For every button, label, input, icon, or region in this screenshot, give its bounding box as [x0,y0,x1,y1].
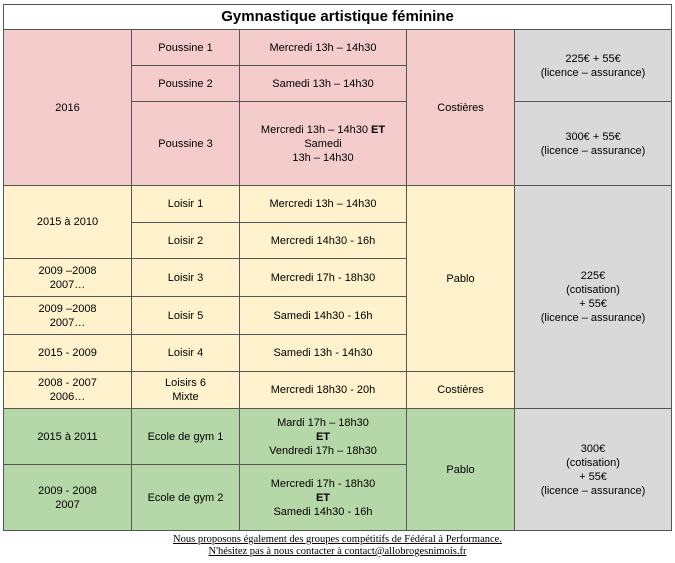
footer-note [0,534,675,558]
time-cell: Mercredi 14h30 - 16h [240,223,407,259]
group-cell: Loisir 2 [132,223,240,259]
et-text: ET [371,123,386,136]
time-cell: Mercredi 17h - 18h30 ET Samedi 14h30 - 16h [240,465,407,531]
price-amount: 300€ + 55€ [565,130,621,143]
time-text: Samedi [304,137,342,150]
year-cell: 2009 –2008 2007… [4,297,132,335]
year-cell: 2015 - 2009 [4,335,132,372]
year-cell: 2009 –2008 2007… [4,259,132,297]
price-note: (licence – assurance) [540,312,646,324]
price-amount: + 55€ [579,470,607,483]
price-cell [515,102,672,186]
time-cell: Mardi 17h – 18h30 ET Vendredi 17h – 18h30 [240,409,407,465]
time-text: Mercredi 13h – 14h30 [260,123,368,136]
place-cell: Pablo [407,186,515,372]
year-cell: 2009 - 2008 2007 [4,465,132,531]
price-note: (cotisation) [566,284,620,296]
place-cell: Costières [407,30,515,186]
group-cell: Ecole de gym 2 [132,465,240,531]
time-cell: Mercredi 13h – 14h30 [240,30,407,66]
year-cell: 2008 - 2007 2006… [4,372,132,409]
group-cell: Poussine 1 [132,30,240,66]
place-cell: Pablo [407,409,515,531]
price-cell [515,409,672,531]
price-note: (licence – assurance) [540,66,646,79]
price-cell [515,30,672,102]
price-amount: 300€ [580,442,606,455]
group-cell: Loisir 5 [132,297,240,335]
time-text: 13h – 14h30 [292,151,354,164]
time-cell [240,102,407,186]
price-note: (licence – assurance) [540,484,646,497]
price-note: (licence – assurance) [540,144,646,157]
group-cell: Loisirs 6 Mixte [132,372,240,409]
schedule-table [3,4,672,531]
group-cell: Loisir 3 [132,259,240,297]
group-cell: Ecole de gym 1 [132,409,240,465]
price-amount: 225€ + 55€ [565,52,621,65]
time-cell: Mercredi 18h30 - 20h [240,372,407,409]
page-title: Gymnastique artistique féminine [4,5,672,30]
group-cell: Poussine 3 [132,102,240,186]
place-cell: Costières [407,372,515,409]
group-cell: Poussine 2 [132,66,240,102]
footer-contact-line: N'hésitez pas à nous contacter à contact@allobrogesnimois.fr [208,546,467,557]
year-cell: 2015 à 2010 [4,186,132,259]
group-cell: Loisir 4 [132,335,240,372]
year-cell: 2015 à 2011 [4,409,132,465]
time-cell: Mercredi 17h - 18h30 [240,259,407,297]
price-cell [515,186,672,409]
price-amount: + 55€ [579,298,607,310]
footer-line: Nous proposons également des groupes compétitifs de Fédéral à Performance. [173,534,502,545]
group-cell: Loisir 1 [132,186,240,223]
year-cell: 2016 [4,30,132,186]
time-cell: Samedi 13h - 14h30 [240,335,407,372]
time-cell: Samedi 14h30 - 16h [240,297,407,335]
price-note: (cotisation) [566,456,620,469]
price-amount: 225€ [580,270,606,282]
time-cell: Mercredi 13h – 14h30 [240,186,407,223]
time-cell: Samedi 13h – 14h30 [240,66,407,102]
